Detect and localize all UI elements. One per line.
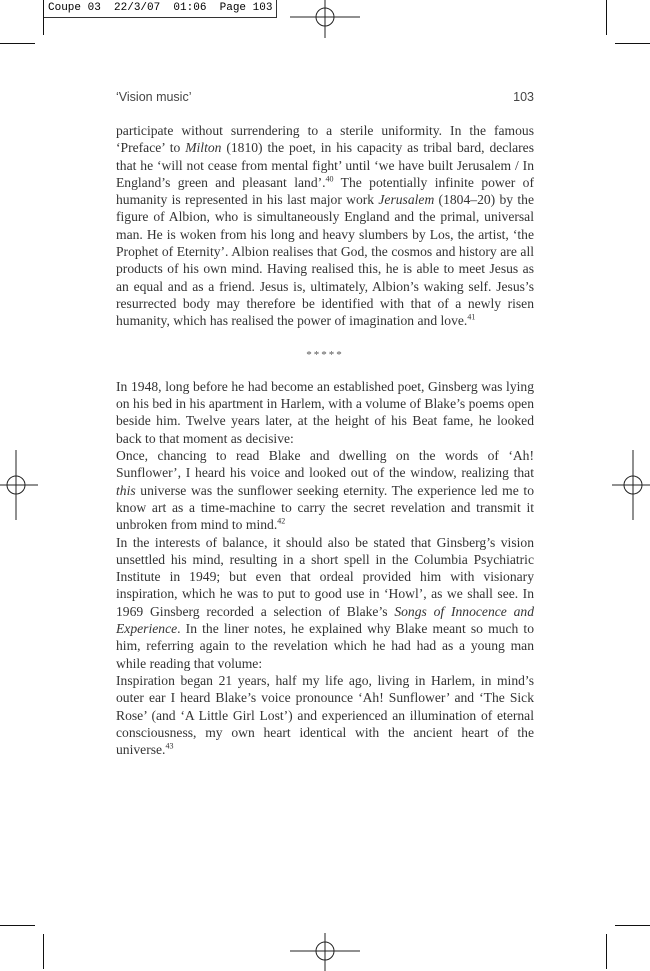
title-milton: Milton (185, 140, 222, 156)
crop-mark-bottom-right-horizontal (615, 925, 650, 926)
block-quote-2-text: Inspiration began 21 years, half my life ago, living in Harlem, in mind’s outer ear I heard Blake’s voice pronounce ‘Ah! Sunflower’ and ‘The Sick Rose’ (and ‘A Little Girl Lost’) and experienced an illumination of eternal consciousness, my own heart identical with the ancient heart of the universe. (116, 672, 534, 758)
crop-mark-top-left-vertical (43, 0, 44, 35)
crop-mark-bottom-left-horizontal (0, 925, 35, 926)
footnote-ref-40: 40 (325, 174, 334, 184)
title-jerusalem: Jerusalem (378, 192, 435, 208)
crop-mark-top-right-vertical (606, 0, 607, 35)
paragraph-3 (116, 534, 534, 672)
block-quote-2 (116, 672, 534, 758)
block-quote-1-part-a: Once, chancing to read Blake and dwelling on the words of ‘Ah! Sunflower’, I heard his voice and looked out of the window, realizing that (116, 448, 534, 481)
paragraph-3-part-c: . In the liner notes, he explained why Blake meant so much to him, referring again to the revelation which he had had as a young man while reading that volume: (116, 621, 534, 671)
paragraph-1 (116, 122, 534, 330)
emphasis-this: this (116, 482, 136, 498)
page-number: 103 (513, 90, 534, 104)
footnote-ref-41: 41 (467, 312, 476, 322)
crop-mark-top-left-horizontal (0, 43, 35, 44)
body-text (116, 122, 534, 758)
paragraph-1-part-d: The potentially infinite power of humanity is represented in his last major work (116, 174, 534, 208)
paragraph-2: In 1948, long before he had become an established poet, Ginsberg was lying on his bed in his apartment in Harlem, with a volume of Blake’s poems open beside him. Twelve years later, at the height of his Beat fame, he looked back to that moment as decisive: (116, 378, 534, 446)
registration-mark-left-icon (0, 450, 40, 520)
crop-mark-bottom-left-vertical (43, 934, 44, 969)
crop-mark-top-right-horizontal (615, 43, 650, 44)
paragraph-1-part-f: (1804–20) by the figure of Albion, who is simultaneously England and the primal, universal man. He is woken from his long and heavy slumbers by Los, the artist, ‘the Prophet of Eternity’. Albion realises that God, the cosmos and history are all products of his own mind. Having realised this, he is able to meet Jesus as an equal and as a friend. Jesus is, ultimately, Albion’s waking self. Jesus’s resurrected body may therefore be identified with that of a newly risen humanity, which has realised the power of imagination and love. (116, 192, 534, 329)
print-slug: Coupe 03 22/3/07 01:06 Page 103 (44, 0, 277, 18)
crop-mark-bottom-right-vertical (606, 934, 607, 969)
section-separator: ***** (306, 348, 344, 361)
footnote-ref-43: 43 (165, 741, 174, 751)
paragraph-1-part-c: (1810) the poet, in his capacity as tribal bard, declares that he ‘will not cease from mental fight’ until ‘we have built Jerusalem / In England’s green and pleasant land’. (116, 140, 534, 190)
block-quote-1 (116, 447, 534, 533)
registration-mark-bottom-icon (290, 931, 360, 971)
running-head-title: ‘Vision music’ (116, 90, 192, 104)
registration-mark-top-icon (290, 0, 360, 40)
paragraph-1-part-a: participate without surrendering to a sterile uniformity. In the famous ‘Preface’ to (116, 123, 534, 156)
title-songs-of-innocence: Songs of Innocence and Experience (116, 603, 534, 637)
block-quote-1-part-c: universe was the sunflower seeking eternity. The experience led me to know art as a time-machine to carry the secret revelation and transmit it unbroken from mind to mind. (116, 482, 534, 533)
registration-mark-right-icon (610, 450, 650, 520)
paragraph-3-part-a: In the interests of balance, it should also be stated that Ginsberg’s vision unsettled his mind, resulting in a short spell in the Columbia Psychiatric Institute in 1949; but even that ordeal provided him with visionary inspiration, which he was to put to good use in ‘Howl’, as we shall see. In 1969 Ginsberg recorded a selection of Blake’s (116, 534, 534, 619)
footnote-ref-42: 42 (277, 516, 286, 526)
